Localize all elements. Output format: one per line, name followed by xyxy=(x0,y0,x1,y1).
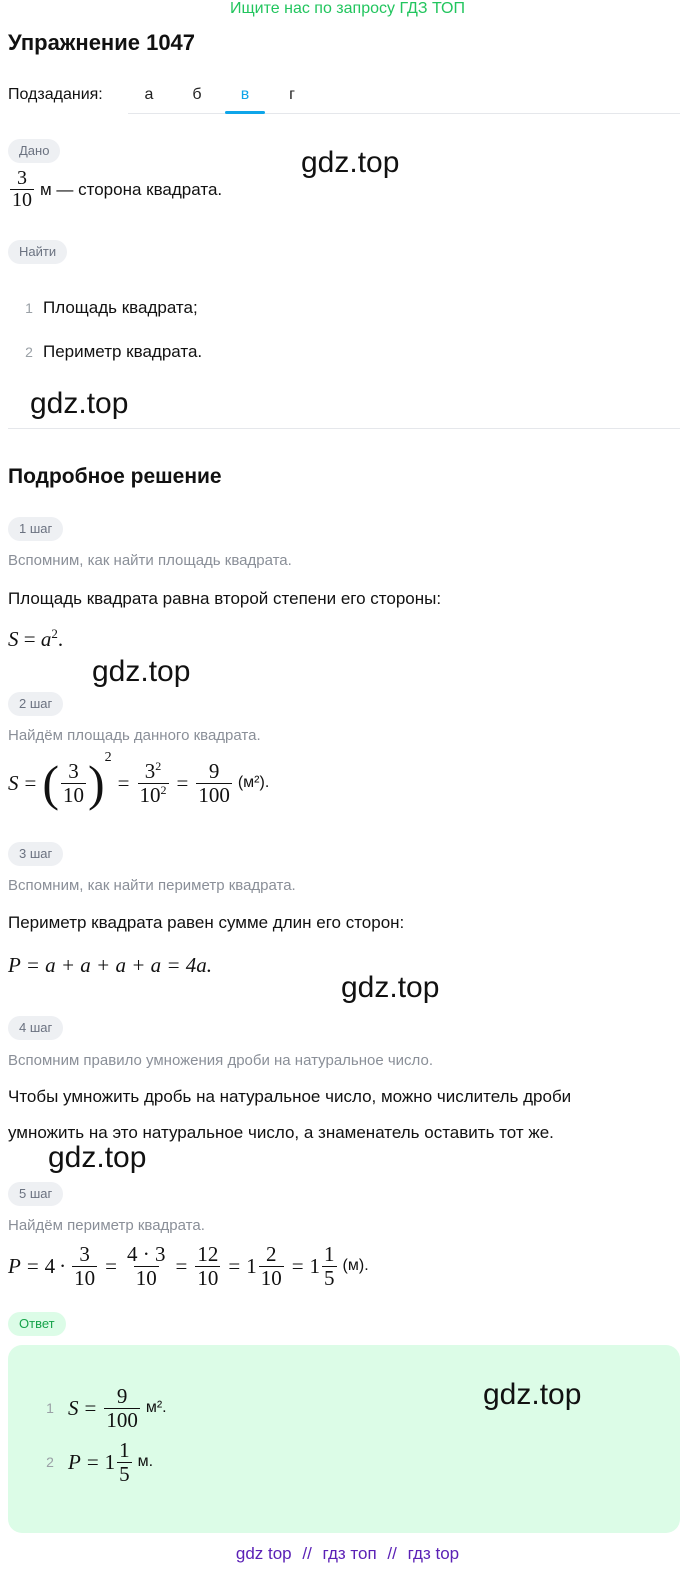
footer-link-2[interactable]: гдз топ xyxy=(322,1544,377,1563)
answer-item-2: 2 P = 1 $\frac{1}{5}$ м. xyxy=(46,1438,154,1486)
step-3-formula: P = a + a + a + a = 4a. xyxy=(8,953,213,977)
step-4-text-line1: Чтобы умножить дробь на натуральное число, можно числитель дроби xyxy=(8,1087,572,1106)
given-text: м — сторона квадрата. xyxy=(40,179,223,199)
answer-badge: Ответ xyxy=(8,1312,66,1336)
step-4-text-line2: умножить на это натуральное число, а знаменатель оставить тот же. xyxy=(8,1123,554,1142)
footer-link-3[interactable]: гдз top xyxy=(407,1544,460,1563)
step-2-formula: S = ( $\frac{3}{10}$ ) $^2$ = $\frac{3^2}{10^2}$ = $\frac{9}{100}$ (м²). xyxy=(8,750,270,811)
step-4-hint: Вспомним правило умножения дроби на натуральное число. xyxy=(8,1052,433,1069)
step-3-badge: 3 шаг xyxy=(8,842,63,866)
find-badge: Найти xyxy=(8,240,67,264)
tab-v[interactable]: в xyxy=(240,86,250,103)
footer-separator: // xyxy=(387,1544,397,1563)
page-title: Упражнение 1047 xyxy=(8,30,196,55)
watermark-2: gdz.top xyxy=(30,387,129,420)
answer-item-1: 1 S = $\frac{9}{100}$ м². xyxy=(46,1384,167,1432)
solution-title: Подробное решение xyxy=(8,465,222,488)
watermark-3: gdz.top xyxy=(92,655,191,688)
step-2-hint: Найдём площадь данного квадрата. xyxy=(8,727,261,744)
step-5-formula: P = 4 · $\frac{3}{10}$ = $\frac{4 \cdot 3}{10}$ = $\frac{12}{10}$ = 1 $\frac{2}{10}$ = 1 $\frac{1}{5}$ (м). xyxy=(8,1242,369,1290)
step-1-hint: Вспомним, как найти площадь квадрата. xyxy=(8,552,292,569)
find-item-2: 2 Периметр квадрата. xyxy=(25,342,203,361)
step-2-badge: 2 шаг xyxy=(8,692,63,716)
step-5-badge: 5 шаг xyxy=(8,1182,63,1206)
step-3-text: Периметр квадрата равен сумме длин его сторон: xyxy=(8,913,405,932)
step-5-hint: Найдём периметр квадрата. xyxy=(8,1217,205,1234)
footer-links xyxy=(0,1544,695,1564)
find-item-1: 1 Площадь квадрата; xyxy=(25,298,198,317)
subtasks-tabbar xyxy=(128,113,680,114)
footer-separator: // xyxy=(302,1544,312,1563)
given-line xyxy=(8,168,222,211)
step-4-badge: 4 шаг xyxy=(8,1016,63,1040)
watermark-6: gdz.top xyxy=(483,1378,582,1411)
step-1-text: Площадь квадрата равна второй степени его стороны: xyxy=(8,589,442,608)
footer-link-1[interactable]: gdz top xyxy=(235,1544,292,1563)
section-divider xyxy=(8,428,680,429)
subtasks-label: Подзадания: xyxy=(8,86,103,103)
top-banner[interactable]: Ищите нас по запросу ГДЗ ТОП xyxy=(230,0,465,17)
given-fraction: $\frac{3}{10}$ xyxy=(12,167,32,211)
watermark-1: gdz.top xyxy=(301,146,400,179)
given-badge: Дано xyxy=(8,139,60,163)
tab-g[interactable]: г xyxy=(289,86,295,103)
watermark-5: gdz.top xyxy=(48,1141,147,1174)
step-1-badge: 1 шаг xyxy=(8,517,63,541)
tab-a[interactable]: а xyxy=(144,86,154,103)
watermark-4: gdz.top xyxy=(341,971,440,1004)
tab-b[interactable]: б xyxy=(192,86,202,103)
step-3-hint: Вспомним, как найти периметр квадрата. xyxy=(8,877,296,894)
tab-active-indicator xyxy=(225,111,265,114)
step-1-formula: $S = a^2$. xyxy=(8,626,64,651)
